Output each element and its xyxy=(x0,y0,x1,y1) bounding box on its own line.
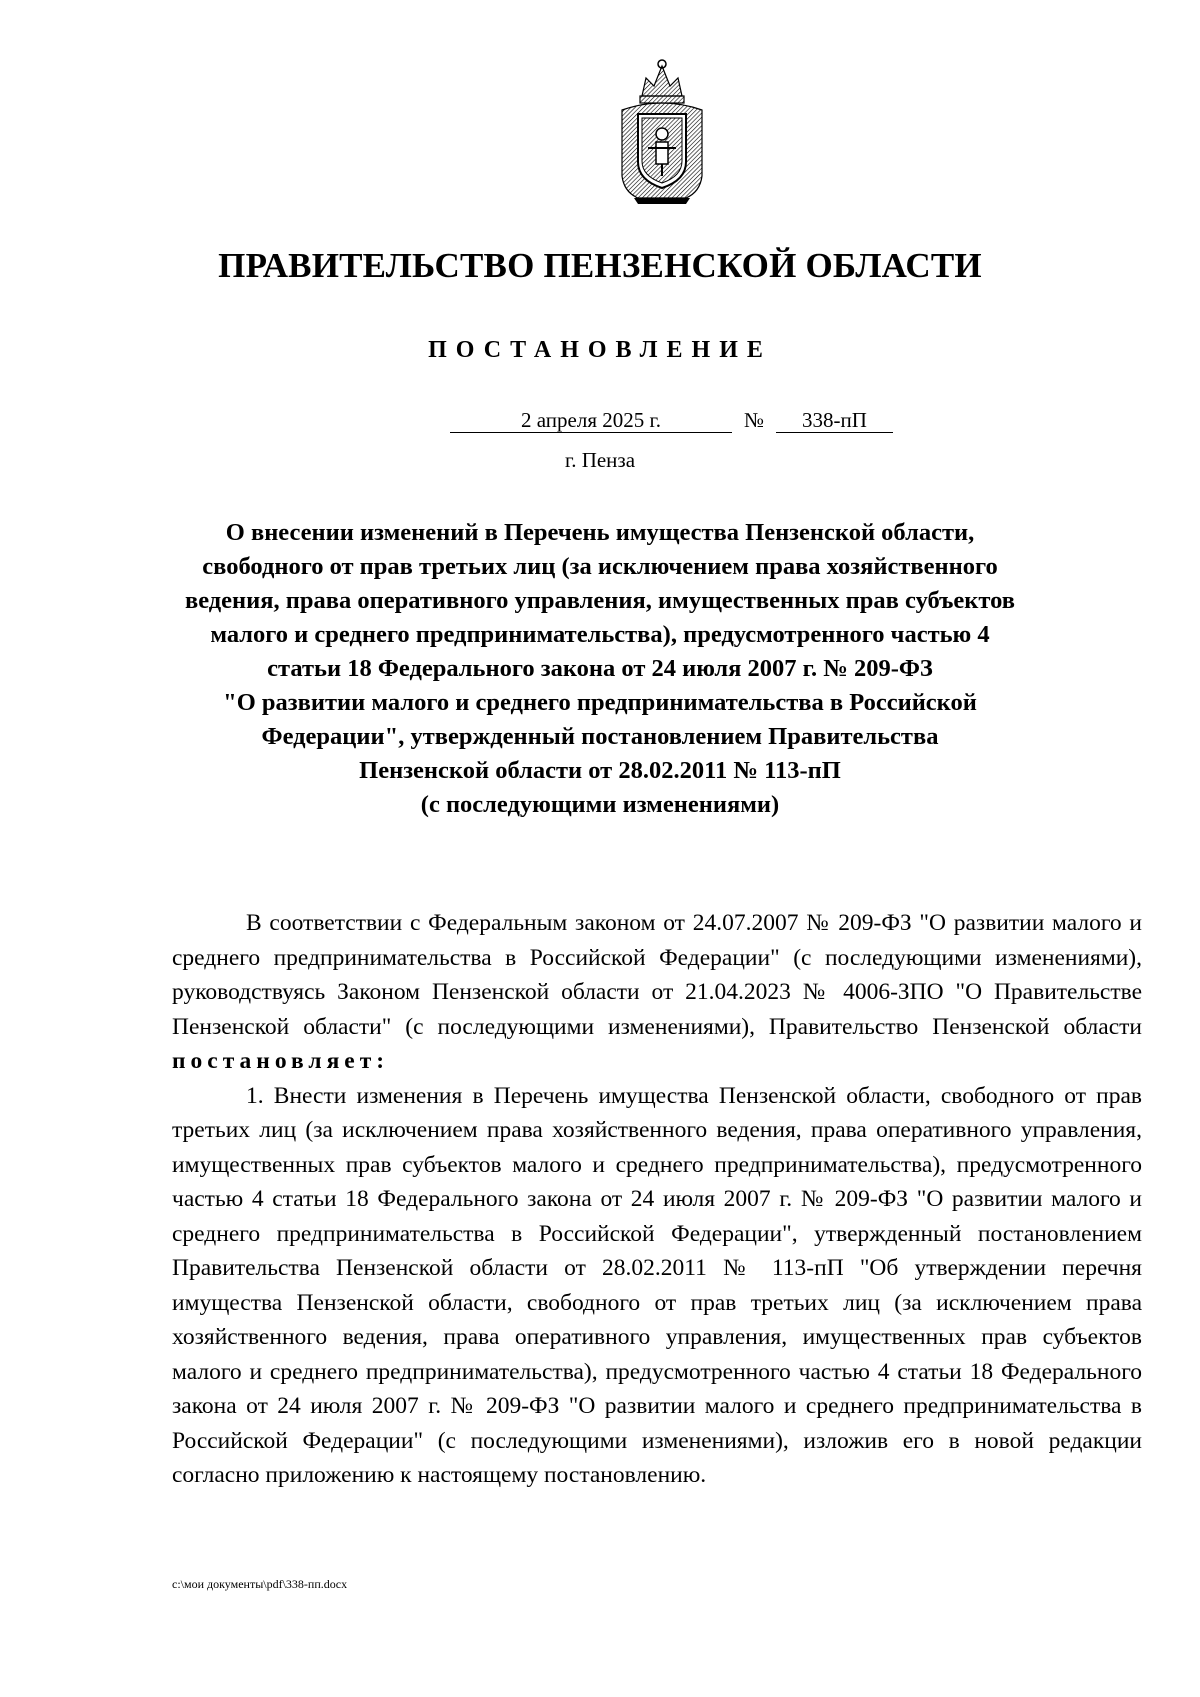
subject-line: О внесении изменений в Перечень имущества Пензенской области, xyxy=(225,519,975,546)
document-subject xyxy=(130,516,1070,822)
subject-line: ведения, права оперативного управления, имущественных прав субъектов xyxy=(185,587,1015,614)
subject-line: (с последующими изменениями) xyxy=(420,791,780,818)
subject-line: малого и среднего предпринимательства), предусмотренного частью 4 xyxy=(210,621,990,648)
subject-line: статьи 18 Федерального закона от 24 июля 2007 г. № 209-ФЗ xyxy=(267,655,933,682)
government-name: ПРАВИТЕЛЬСТВО ПЕНЗЕНСКОЙ ОБЛАСТИ xyxy=(218,246,982,285)
paragraph-1: 1. Внести изменения в Перечень имущества Пензенской области, свободного от прав третьих лиц (за исключением права хозяйственного ведения, права оперативного управления, имущественных прав субъектов малого и среднего предпринимательства), предусмотренного частью 4 статьи 18 Федерального закона от 24 июля 2007 г. № 209-ФЗ "О развитии малого и среднего предпринимательства в Российской Федерации", утвержденный постановлением Правительства Пензенской области от 28.02.2011 № 113-пП "Об утверждении перечня имущества Пензенской области, свободного от прав третьих лиц (за исключением права хозяйственного ведения, права оперативного управления, имущественных прав субъектов малого и среднего предпринимательства), предусмотренного частью 4 статьи 18 Федерального закона от 24 июля 2007 г. № 209-ФЗ "О развитии малого и среднего предпринимательства в Российской Федерации" (с последующими изменениями), изложив его в новой редакции согласно приложению к настоящему постановлению. xyxy=(172,1082,1142,1488)
city-name: г. Пенза xyxy=(564,448,636,472)
file-path: c:\мои документы\pdf\338-пп.docx xyxy=(172,1577,348,1591)
preamble-paragraph xyxy=(172,906,1142,1079)
subject-line: Пензенской области от 28.02.2011 № 113-пП xyxy=(359,757,841,784)
subject-line: свободного от прав третьих лиц (за исключением права хозяйственного xyxy=(202,553,998,580)
decree-word: постановляет: xyxy=(172,1048,390,1074)
subject-line: "О развитии малого и среднего предпринимательства в Российской xyxy=(223,689,977,716)
preamble-text: В соответствии с Федеральным законом от 24.07.2007 № 209-ФЗ "О развитии малого и среднего предпринимательства в Российской Федерации" (с последующими изменениями), руководствуясь Законом Пензенской области от 21.04.2023 № 4006-ЗПО "О Правительстве Пензенской области" (с последующими изменениями), Правительство Пензенской области xyxy=(172,910,1142,1040)
document-body xyxy=(172,906,1142,1493)
coat-of-arms-icon xyxy=(612,58,712,206)
document-number: 338-пП xyxy=(776,408,893,433)
subject-line: Федерации", утвержденный постановлением Правительства xyxy=(261,723,939,750)
document-type-title: ПОСТАНОВЛЕНИЕ xyxy=(428,337,772,363)
document-date: 2 апреля 2025 г. xyxy=(450,408,732,433)
number-sign: № xyxy=(743,408,765,432)
